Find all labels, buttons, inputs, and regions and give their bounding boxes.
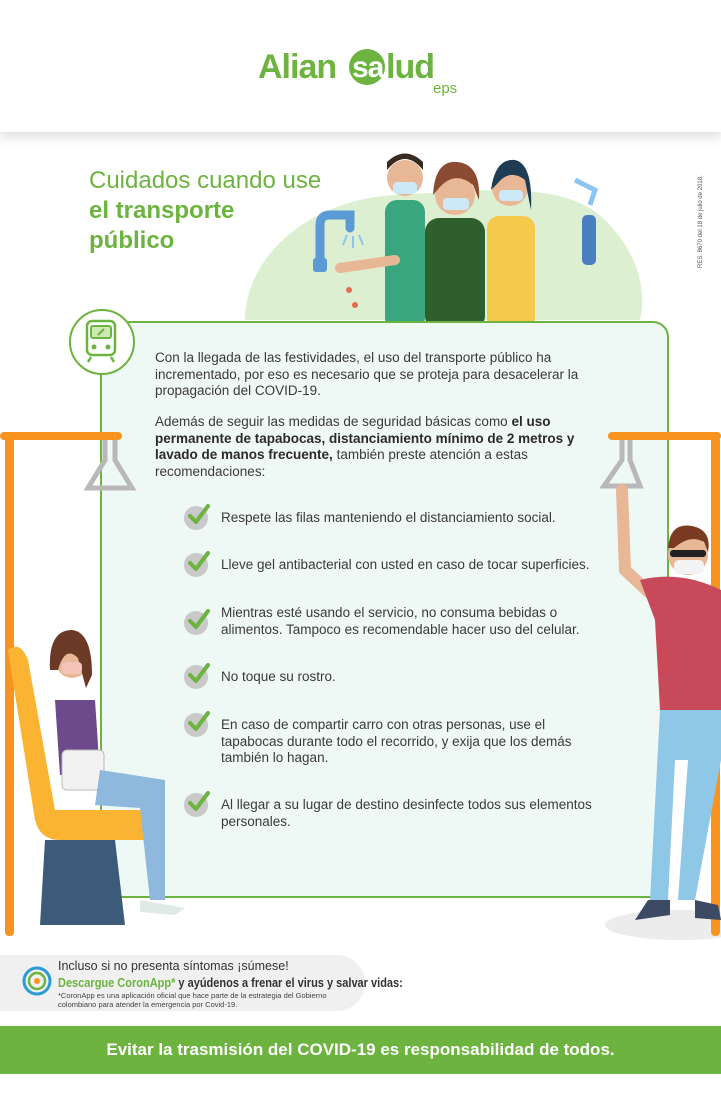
bus-icon	[71, 311, 133, 373]
coronapp-icon	[22, 966, 52, 996]
logo-text-a: Alian	[258, 48, 337, 86]
recommendation-text: Mientras esté usando el servicio, no consuma bebidas o alimentos. Tampoco es recomendable hacer uso del celular.	[221, 605, 580, 637]
standing-passenger-illustration	[600, 430, 721, 945]
logo-suffix: eps	[433, 80, 458, 97]
aliansalud-logo	[258, 46, 468, 102]
recommendation-text: Al llegar a su lugar de destino desinfecte todos sus elementos personales.	[221, 797, 592, 829]
recommendation-text: En caso de compartir carro con otras personas, use el tapabocas durante todo el recorrido, y exija que los demás también lo hagan.	[221, 717, 572, 765]
coronapp-line-2-rest: y ayúdenos a frenar el virus y salvar vidas:	[175, 976, 403, 990]
resolution-note: RES. 8670 del 18 de julio de 2018.	[698, 175, 704, 268]
footer-banner: Evitar la trasmisión del COVID-19 es responsabilidad de todos.	[0, 1026, 721, 1074]
recommendation-text: Lleve gel antibacterial con usted en caso de tocar superficies.	[221, 557, 590, 572]
coronapp-line-2	[58, 976, 403, 990]
title-line-2: el transporte público	[89, 197, 235, 254]
seated-passenger-illustration	[0, 430, 200, 940]
coronapp-line-1: Incluso si no presenta síntomas ¡súmese!	[58, 959, 289, 973]
intro-p2-start: Además de seguir las medidas de seguridad básicas como	[155, 414, 512, 429]
logo-text-b: lud	[386, 48, 434, 86]
bus-badge	[69, 309, 135, 375]
intro-p2-bold: el uso permanente de tapabocas, distanciamiento mínimo de 2 metros y lavado de manos frecuente,	[155, 414, 575, 462]
header	[0, 0, 721, 132]
logo-text-s: sa	[352, 51, 384, 84]
intro-p2-end: también preste atención a estas recomendaciones:	[155, 447, 528, 479]
coronapp-download-label[interactable]: Descargue CoronApp*	[58, 976, 176, 990]
recommendation-text: No toque su rostro.	[221, 669, 336, 684]
coronapp-note: *CoronApp es una aplicación oficial que hace parte de la estrategia del Gobierno colombiano para atender la emergencia por Covid-19.	[58, 991, 327, 1009]
recommendation-text: Respete las filas manteniendo el distanciamiento social.	[221, 510, 556, 525]
title-line-1: Cuidados cuando use	[89, 167, 322, 194]
intro-paragraph-1: Con la llegada de las festividades, el uso del transporte público ha incrementado, por eso es necesario que se proteja para desacelerar la propagación del COVID-19.	[155, 350, 579, 398]
intro-paragraph-2	[155, 414, 595, 480]
hero-illustration	[225, 140, 645, 330]
